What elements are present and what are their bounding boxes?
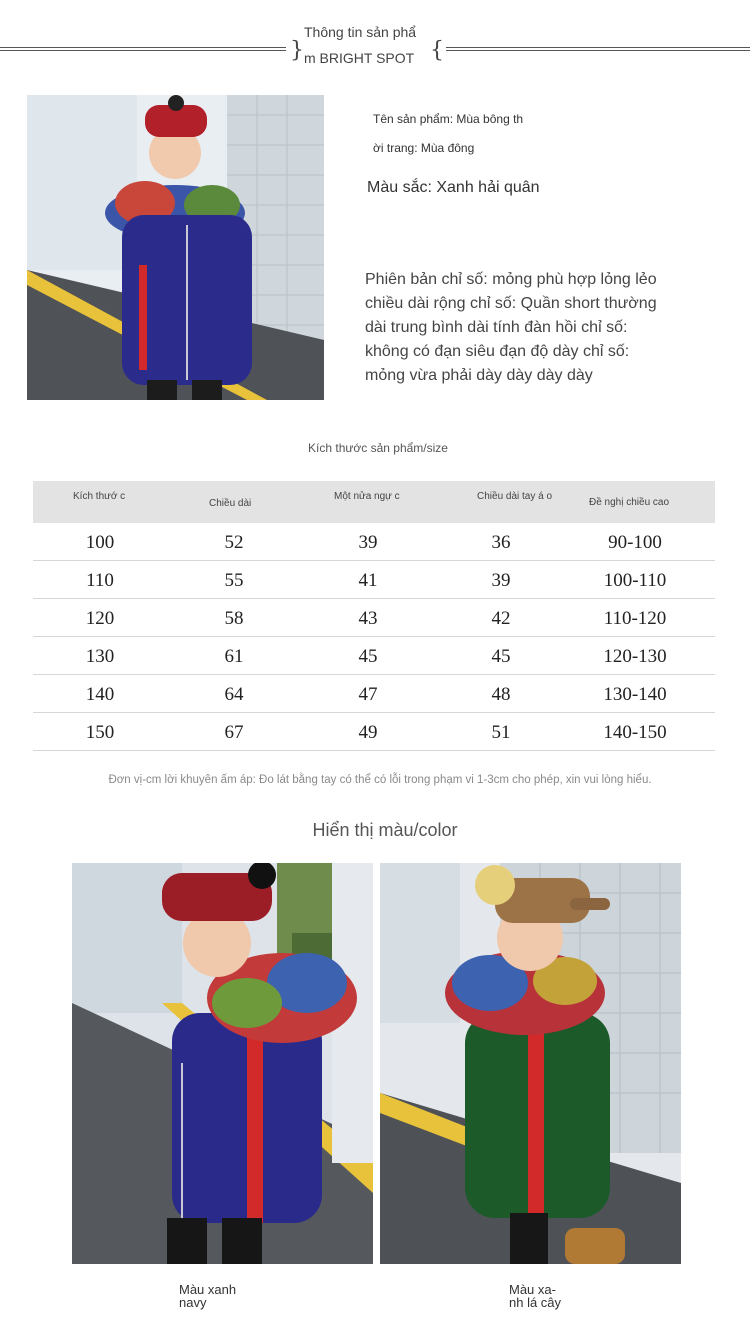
size-section-title: Kích thước sản phẩm/size	[308, 441, 448, 455]
col-header-sleeve: Chiều dài tay á o	[477, 491, 553, 502]
product-name-line2: ời trang: Mùa đông	[373, 141, 475, 155]
header-brace-left: }	[290, 38, 304, 63]
table-cell: 58	[224, 608, 244, 629]
table-cell: 47	[358, 684, 378, 705]
table-cell: 100-110	[603, 570, 667, 591]
table-cell: 64	[224, 684, 244, 705]
table-cell: 100	[85, 532, 115, 553]
table-cell: 120	[85, 608, 115, 629]
table-cell: 130-140	[603, 684, 667, 705]
header-divider-right	[446, 47, 750, 51]
table-cell: 41	[358, 570, 378, 591]
caption-green-line2: nh lá cây	[509, 1295, 562, 1310]
table-cell: 61	[224, 646, 244, 667]
color-photo-green	[380, 863, 681, 1264]
table-cell: 150	[85, 722, 115, 743]
table-cell: 36	[491, 532, 511, 553]
measurement-note: Đơn vị-cm lời khuyên ấm áp: Đo lát bằng tay có thể có lỗi trong phạm vi 1-3cm cho phép, xin vui lòng hiểu.	[108, 774, 652, 786]
table-cell: 130	[85, 646, 115, 667]
table-cell: 43	[358, 608, 378, 629]
header-divider-left	[0, 47, 286, 51]
table-cell: 48	[491, 684, 511, 705]
product-name-line1: Tên sản phẩm: Mùa bông th	[373, 112, 524, 126]
table-cell: 39	[358, 532, 378, 553]
caption-green-line1: Màu xa-	[509, 1282, 556, 1297]
table-cell: 140	[85, 684, 115, 705]
table-cell: 51	[491, 722, 511, 743]
product-description: Phiên bản chỉ số: mỏng phù hợp lỏng lẻo chiều dài rộng chỉ số: Quần short thường dài trung bình dài tính đàn hồi chỉ số: không có đạn siêu đạn độ dày chỉ số: mỏng vừa phải dày dày dày dày	[365, 271, 657, 384]
table-cell: 45	[491, 646, 511, 667]
product-photo-navy	[27, 95, 324, 400]
table-row	[33, 675, 715, 713]
table-cell: 110	[86, 570, 114, 591]
table-cell: 120-130	[603, 646, 667, 667]
size-table-header	[33, 481, 715, 523]
table-row	[33, 523, 715, 561]
table-cell: 52	[224, 532, 244, 553]
table-row	[33, 599, 715, 637]
table-cell: 90-100	[608, 532, 662, 553]
col-header-length: Chiều dài	[209, 498, 252, 509]
header-brace-right: {	[430, 38, 444, 63]
col-header-size: Kích thướ c	[73, 491, 126, 502]
table-cell: 140-150	[603, 722, 667, 743]
col-header-height: Đề nghị chiều cao	[589, 497, 670, 508]
caption-navy-line2: navy	[179, 1295, 207, 1310]
color-photo-navy	[72, 863, 373, 1264]
size-table	[33, 481, 715, 751]
table-cell: 67	[224, 722, 244, 743]
table-cell: 55	[224, 570, 244, 591]
product-color: Màu sắc: Xanh hải quân	[367, 179, 540, 196]
table-cell: 42	[491, 608, 511, 629]
col-header-half-chest: Một nửa ngự c	[334, 491, 400, 502]
table-row	[33, 637, 715, 675]
table-cell: 49	[358, 722, 378, 743]
caption-navy-line1: Màu xanh	[179, 1282, 237, 1297]
table-row	[33, 713, 715, 751]
header-title: Thông tin sản phẩ	[304, 24, 417, 40]
table-row	[33, 561, 715, 599]
table-cell: 45	[358, 646, 378, 667]
table-cell: 110-120	[603, 608, 667, 629]
table-cell: 39	[491, 570, 511, 591]
color-section-title: Hiển thị màu/color	[312, 820, 458, 840]
header-subtitle: m BRIGHT SPOT	[304, 50, 415, 66]
